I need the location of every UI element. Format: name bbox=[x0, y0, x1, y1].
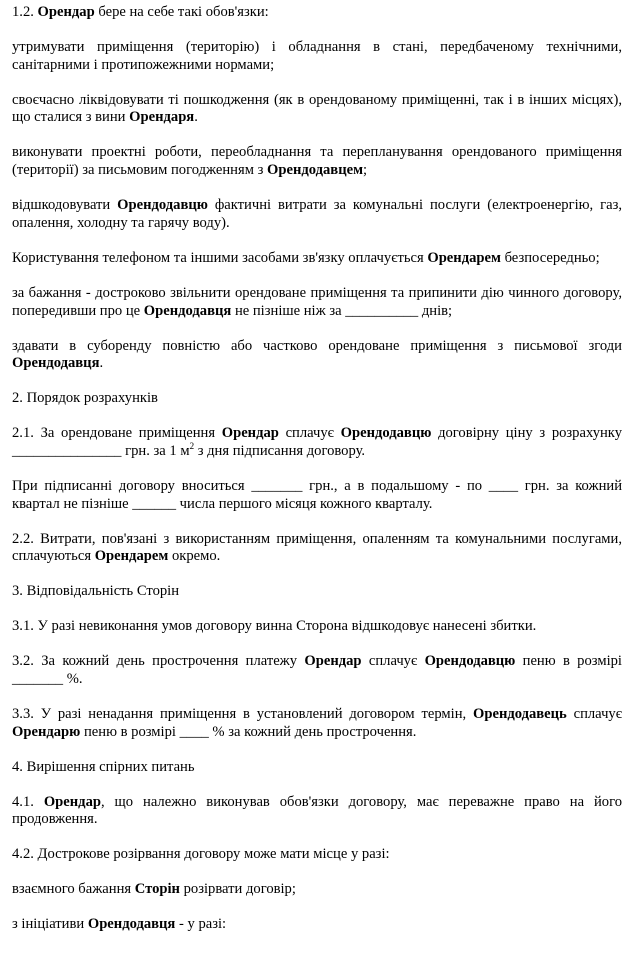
obligation-early-release: за бажання - достроково звільнити орендоване приміщення та припинити дію чинного договору, попередивши про це Орендодавця не пізніше ніж за __________ днів; bbox=[12, 284, 622, 319]
clause-3-3: 3.3. У разі ненадання приміщення в установлений договором термін, Орендодавець сплачує Орендарю пеню в розмірі ____ % за кожний день прострочення. bbox=[12, 706, 622, 740]
section-heading-payments: 2. Порядок розрахунків bbox=[12, 390, 158, 407]
obligation-sublease: здавати в суборенду повністю або частково орендоване приміщення з письмової згоди Орендодавця. bbox=[12, 337, 622, 372]
section-heading-disputes: 4. Вирішення спірних питань bbox=[12, 758, 195, 775]
obligation-utilities: відшкодовувати Орендодавцю фактичні витрати за комунальні послуги (електроенергію, газ, опалення, холодну та гарячу воду). bbox=[12, 197, 622, 231]
termination-lessor-initiative: з ініціативи Орендодавця - у разі: bbox=[12, 916, 227, 933]
clause-4-1: 4.1. Орендар, що належно виконував обов'язки договору, має переважне право на його продовження. bbox=[12, 793, 622, 828]
section-heading-liability: 3. Відповідальність Сторін bbox=[12, 583, 180, 600]
clause-1-2: 1.2. Орендар бере на себе такі обов'язки: bbox=[12, 4, 269, 20]
clause-3-2: 3.2. За кожний день прострочення платежу Орендар сплачує Орендодавцю пеню в розмірі _______ %. bbox=[12, 653, 622, 688]
obligation-maintain: утримувати приміщення (територію) і обладнання в стані, передбаченому технічними, санітарними і протипожежними нормами; bbox=[12, 39, 622, 73]
clause-4-2: 4.2. Дострокове розірвання договору може мати місце у разі: bbox=[12, 846, 390, 863]
termination-mutual: взаємного бажання Сторін розірвати договір; bbox=[12, 881, 296, 898]
clause-payment-schedule: При підписанні договору вноситься _______ грн., а в подальшому - по ____ грн. за кожний квартал не пізніше ______ числа першого місяця кожного кварталу. bbox=[12, 477, 622, 512]
clause-2-2: 2.2. Витрати, пов'язані з використанням приміщення, опаленням та комунальними послугами, сплачуються Орендарем окремо. bbox=[12, 530, 622, 565]
obligation-telephone: Користування телефоном та іншими засобами зв'язку оплачується Орендарем безпосередньо; bbox=[12, 249, 600, 266]
clause-3-1: 3.1. У разі невиконання умов договору винна Сторона відшкодовує нанесені збитки. bbox=[12, 618, 537, 635]
obligation-project-works: виконувати проектні роботи, переобладнання та перепланування орендованого приміщення (території) за письмовим погодженням з Орендодавцем; bbox=[12, 144, 622, 179]
clause-2-1: 2.1. За орендоване приміщення Орендар сплачує Орендодавцю договірну ціну з розрахунку _______________ грн. за 1 $м^2$ з дня підписання договору. bbox=[12, 425, 622, 459]
obligation-repair: своєчасно ліквідовувати ті пошкодження (як в орендованому приміщенні, так і в інших місцях), що сталися з вини Орендаря. bbox=[12, 91, 622, 126]
